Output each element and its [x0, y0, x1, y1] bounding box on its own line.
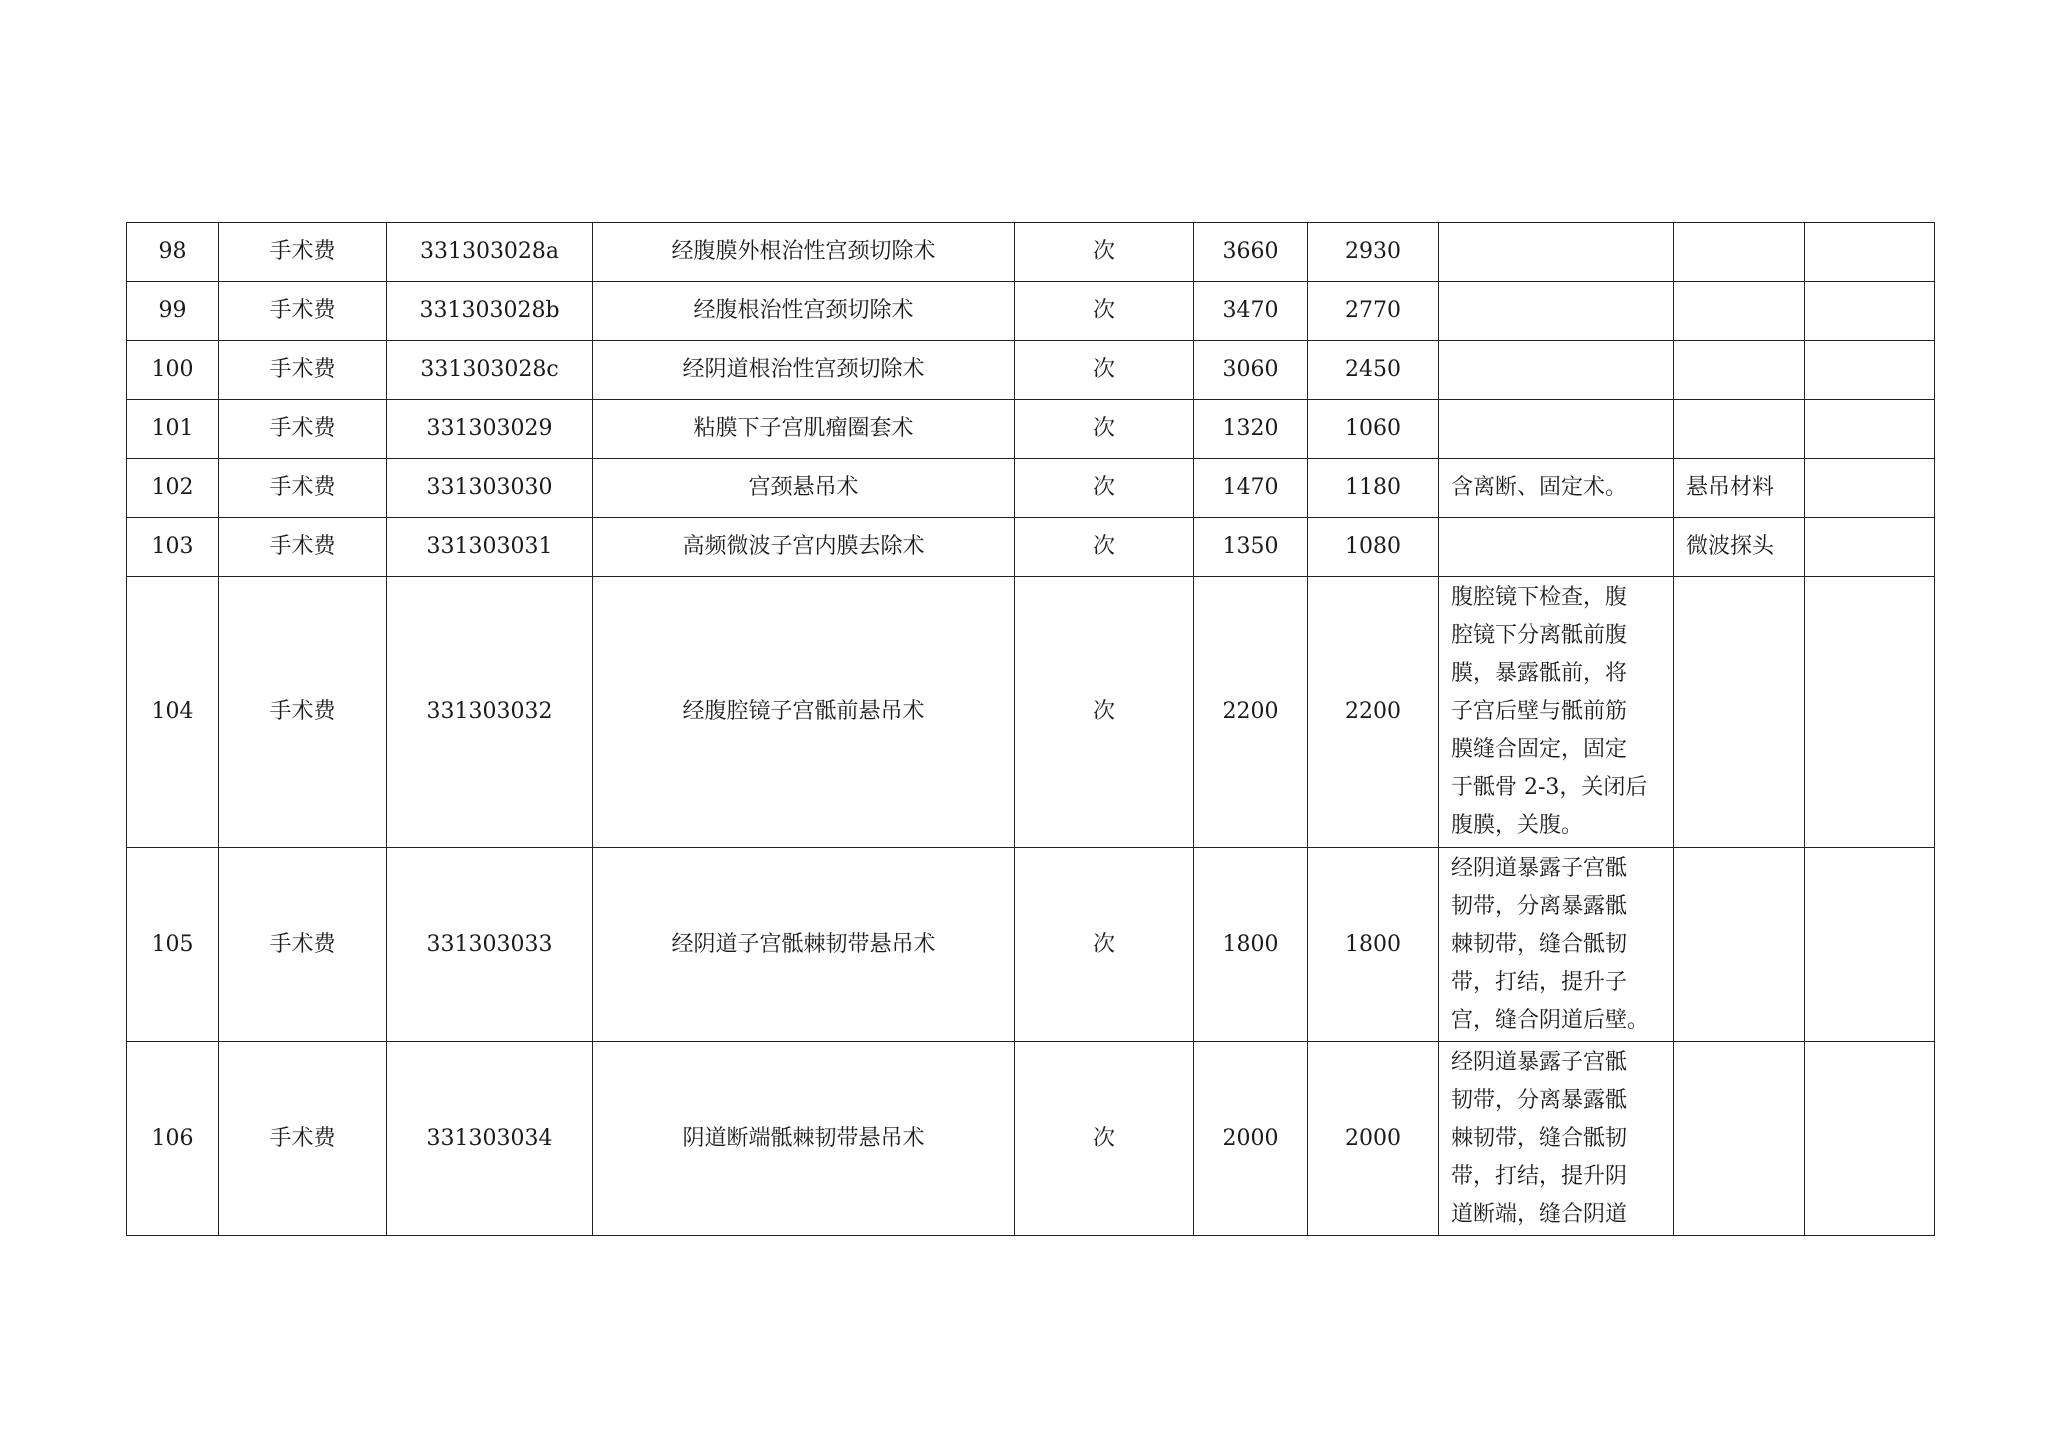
code-cell: 331303031 — [387, 518, 593, 577]
unit-cell: 次 — [1015, 577, 1194, 848]
code-cell: 331303029 — [387, 400, 593, 459]
category-cell: 手术费 — [219, 341, 387, 400]
content-line: 棘韧带，缝合骶韧 — [1451, 932, 1628, 957]
row-number: 99 — [127, 282, 219, 341]
item-name-cell: 粘膜下子宫肌瘤圈套术 — [593, 400, 1015, 459]
table-row — [127, 518, 1935, 577]
price-cell: 1350 — [1194, 518, 1308, 577]
excluded-cell: 微波探头 — [1674, 518, 1805, 577]
category-cell: 手术费 — [219, 282, 387, 341]
content-line: 带，打结，提升子 — [1451, 970, 1628, 995]
table-row — [127, 282, 1935, 341]
row-number: 103 — [127, 518, 219, 577]
table-row — [127, 341, 1935, 400]
item-name-cell: 经腹根治性宫颈切除术 — [593, 282, 1015, 341]
code-cell: 331303033 — [387, 848, 593, 1042]
unit-cell: 次 — [1015, 400, 1194, 459]
price-cell: 2930 — [1308, 223, 1439, 282]
price-cell: 1800 — [1308, 848, 1439, 1042]
price-cell: 3660 — [1194, 223, 1308, 282]
content-line: 膜，暴露骶前，将 — [1451, 661, 1628, 686]
price-cell: 2450 — [1308, 341, 1439, 400]
excluded-cell — [1674, 282, 1805, 341]
code-cell: 331303028c — [387, 341, 593, 400]
table-body — [127, 223, 1935, 1236]
code-cell: 331303030 — [387, 459, 593, 518]
note-cell — [1805, 223, 1935, 282]
item-name-cell: 经阴道子宫骶棘韧带悬吊术 — [593, 848, 1015, 1042]
category-cell: 手术费 — [219, 577, 387, 848]
note-cell — [1805, 400, 1935, 459]
item-name-cell: 阴道断端骶棘韧带悬吊术 — [593, 1042, 1015, 1236]
note-cell — [1805, 282, 1935, 341]
content-cell — [1439, 341, 1674, 400]
item-name-cell: 高频微波子宫内膜去除术 — [593, 518, 1015, 577]
price-cell: 2000 — [1194, 1042, 1308, 1236]
content-line: 腹腔镜下检查，腹 — [1451, 585, 1628, 610]
row-number: 105 — [127, 848, 219, 1042]
price-cell: 2770 — [1308, 282, 1439, 341]
row-number: 102 — [127, 459, 219, 518]
content-line: 棘韧带，缝合骶韧 — [1451, 1126, 1628, 1151]
excluded-cell — [1674, 400, 1805, 459]
unit-cell: 次 — [1015, 459, 1194, 518]
note-cell — [1805, 518, 1935, 577]
table-row — [127, 400, 1935, 459]
content-line: 腹膜，关腹。 — [1451, 813, 1584, 838]
item-name-cell: 经腹膜外根治性宫颈切除术 — [593, 223, 1015, 282]
excluded-cell — [1674, 341, 1805, 400]
item-name-cell: 经阴道根治性宫颈切除术 — [593, 341, 1015, 400]
code-cell: 331303034 — [387, 1042, 593, 1236]
row-number: 98 — [127, 223, 219, 282]
row-number: 101 — [127, 400, 219, 459]
table-row — [127, 459, 1935, 518]
content-line: 带，打结，提升阴 — [1451, 1164, 1628, 1189]
content-cell — [1439, 1042, 1674, 1236]
content-cell — [1439, 282, 1674, 341]
content-line: 膜缝合固定，固定 — [1451, 737, 1628, 762]
content-cell — [1439, 400, 1674, 459]
content-cell — [1439, 577, 1674, 848]
content-line: 道断端，缝合阴道 — [1451, 1202, 1628, 1227]
category-cell: 手术费 — [219, 223, 387, 282]
excluded-cell — [1674, 223, 1805, 282]
price-cell: 1080 — [1308, 518, 1439, 577]
excluded-cell — [1674, 577, 1805, 848]
code-cell: 331303032 — [387, 577, 593, 848]
category-cell: 手术费 — [219, 459, 387, 518]
excluded-cell — [1674, 1042, 1805, 1236]
note-cell — [1805, 577, 1935, 848]
row-number: 104 — [127, 577, 219, 848]
price-cell: 1320 — [1194, 400, 1308, 459]
content-line: 韧带，分离暴露骶 — [1451, 894, 1628, 919]
unit-cell: 次 — [1015, 1042, 1194, 1236]
item-name-cell: 经腹腔镜子宫骶前悬吊术 — [593, 577, 1015, 848]
price-cell: 3470 — [1194, 282, 1308, 341]
excluded-cell: 悬吊材料 — [1674, 459, 1805, 518]
table-row — [127, 577, 1935, 848]
code-cell: 331303028a — [387, 223, 593, 282]
price-cell: 3060 — [1194, 341, 1308, 400]
content-line: 腔镜下分离骶前腹 — [1451, 623, 1628, 648]
row-number: 106 — [127, 1042, 219, 1236]
item-name-cell: 宫颈悬吊术 — [593, 459, 1015, 518]
content-line: 经阴道暴露子宫骶 — [1451, 1050, 1628, 1075]
fee-table — [126, 222, 1935, 1236]
content-line: 子宫后壁与骶前筋 — [1451, 699, 1628, 724]
unit-cell: 次 — [1015, 341, 1194, 400]
unit-cell: 次 — [1015, 848, 1194, 1042]
category-cell: 手术费 — [219, 518, 387, 577]
content-cell — [1439, 518, 1674, 577]
price-cell: 1060 — [1308, 400, 1439, 459]
content-cell — [1439, 223, 1674, 282]
content-line: 于骶骨 2-3，关闭后 — [1451, 775, 1648, 800]
table-row — [127, 1042, 1935, 1236]
content-line: 韧带，分离暴露骶 — [1451, 1088, 1628, 1113]
content-cell: 含离断、固定术。 — [1439, 459, 1674, 518]
content-line: 宫，缝合阴道后壁。 — [1451, 1008, 1650, 1033]
table-row — [127, 223, 1935, 282]
note-cell — [1805, 1042, 1935, 1236]
content-cell — [1439, 848, 1674, 1042]
price-cell: 1180 — [1308, 459, 1439, 518]
unit-cell: 次 — [1015, 518, 1194, 577]
table-row — [127, 848, 1935, 1042]
category-cell: 手术费 — [219, 848, 387, 1042]
note-cell — [1805, 341, 1935, 400]
price-cell: 2200 — [1308, 577, 1439, 848]
excluded-cell — [1674, 848, 1805, 1042]
price-cell: 1470 — [1194, 459, 1308, 518]
unit-cell: 次 — [1015, 282, 1194, 341]
note-cell — [1805, 848, 1935, 1042]
unit-cell: 次 — [1015, 223, 1194, 282]
category-cell: 手术费 — [219, 400, 387, 459]
row-number: 100 — [127, 341, 219, 400]
category-cell: 手术费 — [219, 1042, 387, 1236]
code-cell: 331303028b — [387, 282, 593, 341]
note-cell — [1805, 459, 1935, 518]
price-cell: 2200 — [1194, 577, 1308, 848]
price-cell: 2000 — [1308, 1042, 1439, 1236]
content-line: 经阴道暴露子宫骶 — [1451, 856, 1628, 881]
price-cell: 1800 — [1194, 848, 1308, 1042]
